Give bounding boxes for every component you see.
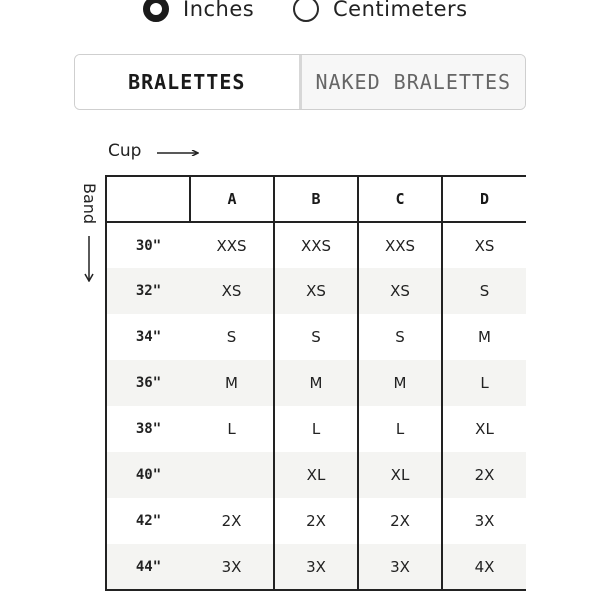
size-cell: XS: [274, 268, 358, 314]
size-cell: 3X: [274, 544, 358, 590]
cup-header: A: [190, 176, 274, 222]
size-cell: L: [227, 420, 236, 438]
band-axis-label: Band: [80, 183, 99, 225]
table-row: [106, 314, 526, 360]
size-cell: M: [442, 314, 526, 360]
size-cell: S: [358, 314, 442, 360]
size-cell: L: [358, 406, 442, 452]
size-cell: XL: [358, 452, 442, 498]
size-cell: M: [358, 360, 442, 406]
size-cell: S: [274, 314, 358, 360]
cup-header: C: [358, 176, 442, 222]
band-size-cell: 42": [135, 513, 162, 529]
table-row: [106, 360, 526, 406]
table-row: [106, 222, 526, 268]
table-row: [106, 544, 526, 590]
table-row: [106, 268, 526, 314]
size-cell: M: [225, 374, 238, 392]
units-label-inches: Inches: [183, 0, 255, 21]
size-chart-table: [105, 175, 526, 591]
size-cell: 2X: [358, 498, 442, 544]
size-cell: 3X: [442, 498, 526, 544]
size-cell: S: [226, 328, 237, 346]
band-size-cell: 38": [135, 421, 162, 437]
table-row: [106, 406, 526, 452]
table-header-row: [106, 176, 526, 222]
size-cell: XS: [442, 222, 526, 268]
corner-cell: [106, 176, 190, 222]
band-size-cell: 44": [135, 558, 162, 575]
units-radio-inches[interactable]: [143, 0, 254, 24]
size-cell: 2X: [274, 498, 358, 544]
table-row: [106, 498, 526, 544]
radio-unchecked-icon[interactable]: [293, 0, 319, 22]
size-cell: 2X: [442, 452, 526, 498]
units-label-centimeters: Centimeters: [333, 0, 468, 21]
size-cell: M: [274, 360, 358, 406]
radio-checked-icon[interactable]: [143, 0, 169, 22]
band-size-cell: 36": [135, 375, 162, 391]
band-size-cell: 30": [135, 237, 162, 254]
product-tabs: [74, 54, 526, 110]
size-cell: XXS: [216, 236, 247, 255]
tab-bralettes[interactable]: BRALETTES: [75, 55, 302, 109]
tab-naked-bralettes[interactable]: NAKED BRALETTES: [302, 55, 526, 109]
band-size-cell: 34": [135, 329, 162, 345]
size-cell: XL: [274, 452, 358, 498]
size-cell: 3X: [358, 544, 442, 590]
size-cell: 2X: [221, 512, 242, 530]
size-cell: 4X: [442, 544, 526, 590]
size-cell: XXS: [274, 222, 358, 268]
table-row: [106, 452, 526, 498]
size-cell: XS: [358, 268, 442, 314]
size-cell: S: [442, 268, 526, 314]
size-cell: 3X: [221, 557, 242, 576]
size-cell: L: [442, 360, 526, 406]
size-cell: L: [274, 406, 358, 452]
size-cell: XXS: [358, 222, 442, 268]
cup-header: D: [442, 176, 526, 222]
arrow-right-icon: [157, 150, 199, 156]
band-size-cell: 40": [135, 467, 162, 483]
size-cell: [190, 452, 274, 498]
size-cell: XL: [442, 406, 526, 452]
cup-header: B: [274, 176, 358, 222]
size-cell: XS: [221, 282, 242, 300]
arrow-down-icon: [84, 236, 94, 282]
band-size-cell: 32": [135, 283, 162, 299]
units-radio-centimeters[interactable]: [293, 0, 468, 24]
cup-axis-label: Cup: [108, 141, 142, 161]
